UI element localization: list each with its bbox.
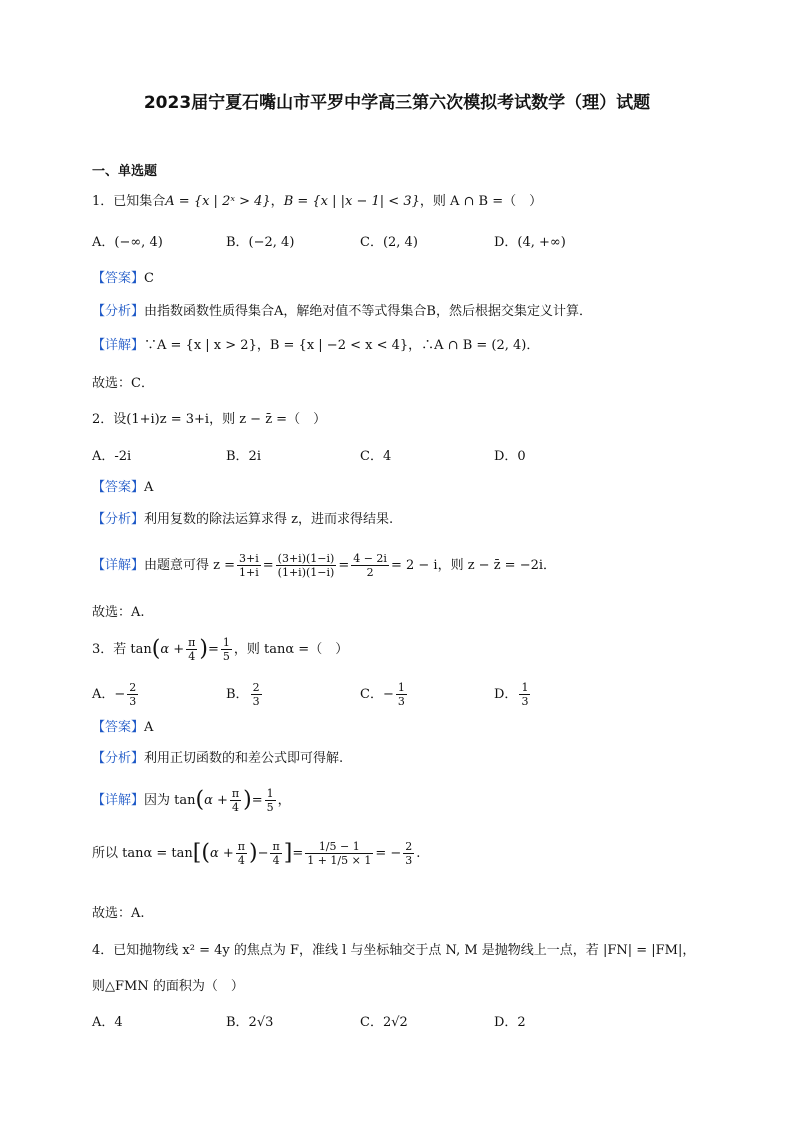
- q3-one-fifth: [221, 636, 232, 663]
- q3-options: [92, 681, 628, 708]
- q3-stem: [92, 636, 348, 663]
- answer-tag: 【答案】: [92, 720, 145, 735]
- q2-conclusion: 故选：A.: [92, 605, 145, 620]
- q3-option-a: [92, 681, 226, 708]
- q3-s-paren-close: ): [248, 840, 258, 866]
- q3-option-c-frac: [396, 681, 407, 708]
- q3-so-lead: 所以 tanα = tan: [92, 846, 193, 861]
- q3-b-num: 2: [252, 681, 260, 694]
- q2-detail: [92, 552, 556, 579]
- q3-arg: α +: [160, 642, 185, 657]
- q3-compound-den: 1 + 1/5 × 1: [307, 854, 372, 867]
- q3-s-arg: α +: [209, 846, 234, 861]
- q3-c-den: 3: [397, 695, 405, 708]
- q3-r-den: 3: [405, 854, 413, 867]
- q3-paren-open: (: [151, 636, 161, 662]
- q3-pi-over-4: [186, 636, 197, 663]
- q2-f1-den: 1+i: [239, 566, 259, 579]
- q3-c-num: 1: [397, 681, 405, 694]
- q3-s-pi-over-4: [236, 840, 247, 867]
- q3-d-one: 1: [266, 787, 274, 800]
- q3-d-paren-open: (: [195, 787, 205, 813]
- q3-compound-fraction: [305, 840, 373, 867]
- q1-answer: [92, 269, 154, 289]
- q3-d-pi: π: [231, 787, 240, 800]
- q3-option-d-frac: [519, 681, 530, 708]
- analysis-tag: 【分析】: [92, 304, 145, 319]
- detail-tag: 【详解】: [92, 338, 145, 353]
- q3-detail-lead: 因为 tan: [144, 793, 196, 808]
- q3-option-b: [226, 681, 360, 708]
- q3-b-den: 3: [252, 695, 260, 708]
- q3-d-eq: =: [251, 793, 263, 808]
- q3-option-d-label: D．: [494, 687, 518, 702]
- q3-period: .: [416, 846, 421, 861]
- analysis-tag: 【分析】: [92, 512, 145, 527]
- q1-detail: [92, 336, 539, 356]
- q3-a-den: 3: [129, 695, 137, 708]
- q1-options: [92, 233, 628, 253]
- detail-tag: 【详解】: [92, 793, 145, 808]
- q2-fraction-1: [237, 552, 261, 579]
- q1-set-b: B = {x | |x − 1| < 3}: [283, 194, 420, 209]
- q3-d-arg: α +: [204, 793, 228, 808]
- q2-stem: 2．设(1+i)z = 3+i，则 z − z̄ =（ ）: [92, 412, 327, 427]
- q2-detail-lead: 由题意可得 z =: [144, 558, 236, 573]
- q3-one: 1: [222, 636, 230, 649]
- q3-s-eq: =: [292, 846, 304, 861]
- q2-eq-1: =: [262, 558, 274, 573]
- q3-five: 5: [222, 650, 230, 663]
- q3-stem-tail: ，则 tanα =（ ）: [233, 642, 349, 657]
- q3-s-pi: π: [237, 840, 245, 853]
- q2-analysis: [92, 510, 393, 530]
- q2-analysis-text: 利用复数的除法运算求得 z，进而求得结果.: [144, 512, 394, 527]
- q3-d-one-fifth: [265, 787, 276, 814]
- q2-option-b: B．2i: [226, 449, 261, 464]
- q3-d-paren-close: ): [243, 787, 252, 813]
- q4-options: [92, 1013, 628, 1033]
- section-heading: 一、单选题: [92, 164, 158, 179]
- q3-s-pi-b: π: [272, 840, 280, 853]
- q3-d-pi-over-4: [230, 787, 241, 814]
- q4-option-c: C．2√2: [360, 1015, 408, 1030]
- q1-option-b: B．(−2, 4): [226, 235, 295, 250]
- q1-stem-lead: 1．已知集合: [92, 194, 166, 209]
- q2-answer: [92, 478, 153, 498]
- q3-s-four: 4: [237, 854, 245, 867]
- q4-stem-line-1: 4．已知抛物线 x² = 4y 的焦点为 F，准线 l 与坐标轴交于点 N, M 是抛物线上一点，若 |FN| = |FM|，: [92, 943, 696, 958]
- q1-detail-text: ∵A = {x | x > 2}，B = {x | −2 < x < 4}，∴A ∩ B = (2, 4)．: [144, 338, 540, 353]
- q1-stem: [92, 192, 542, 212]
- analysis-tag: 【分析】: [92, 751, 145, 766]
- q4-stem-line-2: 则△FMN 的面积为（ ）: [92, 979, 244, 994]
- q3-d-den: 3: [521, 695, 529, 708]
- page-title: 2023届宁夏石嘴山市平罗中学高三第六次模拟考试数学（理）试题: [143, 93, 651, 113]
- q2-fraction-2: [276, 552, 337, 579]
- q1-analysis: [92, 302, 592, 322]
- q3-option-b-frac: [251, 681, 262, 708]
- q4-option-d: D．2: [494, 1015, 526, 1030]
- answer-tag: 【答案】: [92, 271, 145, 286]
- q2-f2-num: (3+i)(1−i): [277, 552, 335, 565]
- q3-s-pi-over-4-b: [270, 840, 281, 867]
- q3-analysis-text: 利用正切函数的和差公式即可得解.: [144, 751, 344, 766]
- q2-options: [92, 447, 628, 467]
- q1-option-c: C．(2, 4): [360, 235, 418, 250]
- q3-d-comma: ，: [277, 793, 291, 808]
- q3-analysis: [92, 749, 343, 769]
- q2-eq-2: =: [338, 558, 350, 573]
- q2-answer-value: A: [144, 480, 154, 495]
- q3-answer: [92, 718, 153, 738]
- q3-derivation: [92, 840, 420, 867]
- q3-s-four-b: 4: [272, 854, 280, 867]
- q3-result-frac: [403, 840, 414, 867]
- q2-option-c: C．4: [360, 449, 392, 464]
- q2-option-d: D．0: [494, 449, 526, 464]
- q4-option-a: A．4: [92, 1015, 123, 1030]
- q2-f2-den: (1+i)(1−i): [277, 566, 335, 579]
- q1-answer-value: C: [144, 271, 154, 286]
- q2-fraction-3: [351, 552, 389, 579]
- q1-sep: ，: [270, 194, 284, 209]
- q1-set-a: A = {x | 2ˣ > 4}: [165, 194, 271, 209]
- q1-stem-tail: ，则 A ∩ B =（ ）: [419, 194, 543, 209]
- q3-option-b-label: B．: [226, 687, 249, 702]
- q3-conclusion: 故选：A.: [92, 906, 145, 921]
- q3-answer-value: A: [144, 720, 154, 735]
- q3-a-num: 2: [129, 681, 137, 694]
- q3-paren-close: ): [199, 636, 208, 662]
- q3-d-five: 5: [266, 801, 274, 814]
- q3-pi: π: [188, 636, 196, 649]
- q2-f3-den: 2: [366, 566, 374, 579]
- q1-conclusion: 故选：C．: [92, 376, 154, 391]
- q3-option-a-frac: [127, 681, 138, 708]
- q3-option-c: [360, 681, 494, 708]
- answer-tag: 【答案】: [92, 480, 145, 495]
- q3-r-num: 2: [405, 840, 413, 853]
- q3-stem-lead: 3．若 tan: [92, 642, 152, 657]
- q3-result: = −: [375, 846, 402, 861]
- q1-option-a: A．(−∞, 4): [92, 235, 163, 250]
- q3-four: 4: [188, 650, 196, 663]
- q3-d-four: 4: [232, 801, 240, 814]
- q3-d-num: 1: [521, 681, 529, 694]
- q3-eq: =: [208, 642, 219, 657]
- q2-option-a: A．-2i: [92, 449, 132, 464]
- q1-option-d: D．(4, +∞): [494, 235, 566, 250]
- q1-analysis-text: 由指数函数性质得集合A，解绝对值不等式得集合B，然后根据交集定义计算．: [144, 304, 592, 319]
- q3-bracket-close: ]: [283, 840, 293, 866]
- q3-option-d: [494, 681, 628, 708]
- q2-f3-num: 4 − 2i: [353, 552, 387, 565]
- q3-detail: [92, 787, 291, 814]
- q3-option-c-label: C．−: [360, 687, 394, 702]
- q3-bracket-open: [(: [192, 840, 210, 866]
- q2-detail-tail: = 2 − i，则 z − z̄ = −2i．: [390, 558, 557, 573]
- q4-option-b: B．2√3: [226, 1015, 274, 1030]
- q3-option-a-label: A．−: [92, 687, 126, 702]
- q2-f1-num: 3+i: [239, 552, 259, 565]
- q3-compound-num: 1/5 − 1: [305, 840, 373, 854]
- q3-s-minus: −: [257, 846, 269, 861]
- detail-tag: 【详解】: [92, 558, 145, 573]
